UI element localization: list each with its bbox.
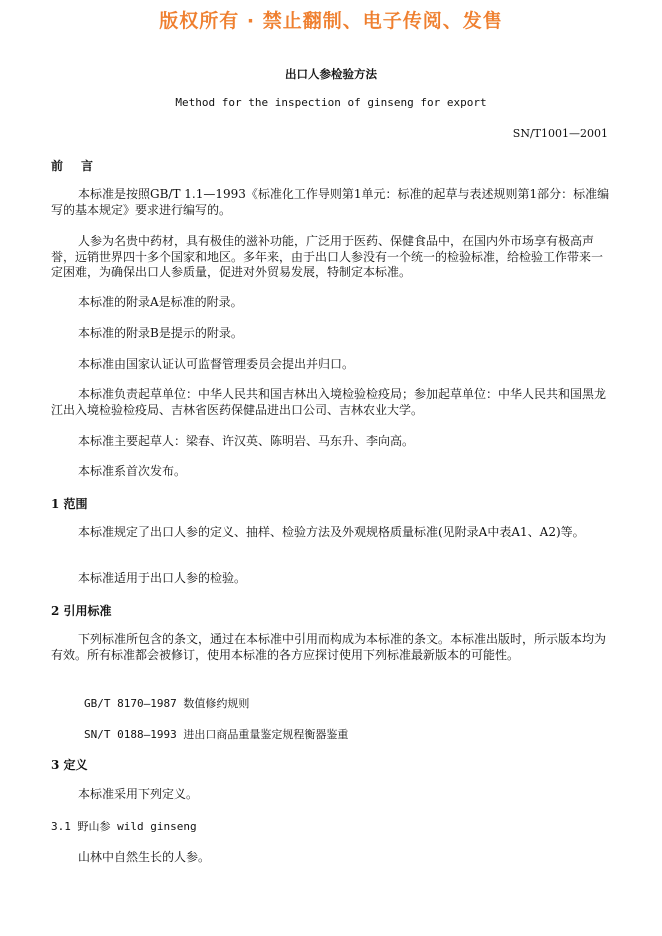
section-heading-definitions: 3 定义 — [51, 758, 88, 772]
preface-paragraph: 本标准系首次发布。 — [78, 464, 187, 478]
definition-text: 山林中自然生长的人参。 — [78, 850, 211, 864]
section-heading-scope: 1 范围 — [51, 497, 88, 511]
document-title: 出口人参检验方法 — [285, 67, 377, 81]
preface-paragraph: 本标准由国家认证认可监督管理委员会提出并归口。 — [78, 357, 355, 371]
definition-heading: 3.1 野山参 wild ginseng — [51, 820, 197, 833]
reference-item: SN/T 0188—1993 进出口商品重量鉴定规程衡器鉴重 — [84, 728, 349, 741]
reference-item: GB/T 8170—1987 数值修约规则 — [84, 697, 250, 710]
document-title-english: Method for the inspection of ginseng for export — [175, 96, 487, 109]
preface-paragraph: 本标准的附录B是提示的附录。 — [78, 326, 243, 340]
preface-paragraph: 本标准的附录A是标准的附录。 — [78, 295, 243, 309]
preface-heading: 前言 — [51, 159, 112, 173]
preface-paragraph: 人参为名贵中药材，具有极佳的滋补功能，广泛用于医药、保健食品中，在国内外市场享有极高声誉，远销世界四十多个国家和地区。多年来，由于出口人参没有一个统一的检验标准，给检验工作带来一定困难，为确保出口人参质量，促进对外贸易发展，特制定本标准。 — [51, 234, 604, 279]
preface-paragraph: 本标准主要起草人：梁春、许汉英、陈明岩、马东升、李向高。 — [78, 434, 415, 448]
preface-paragraph: 本标准是按照GB/T 1.1—1993《标准化工作导则第1单元：标准的起草与表述规则第1部分：标准编写的基本规定》要求进行编写的。 — [51, 187, 610, 217]
definitions-paragraph: 本标准采用下列定义。 — [78, 787, 199, 801]
references-paragraph: 下列标准所包含的条文，通过在本标准中引用而构成为本标准的条文。本标准出版时，所示版本均为有效。所有标准都会被修订，使用本标准的各方应探讨使用下列标准最新版本的可能性。 — [51, 632, 607, 662]
preface-paragraph: 本标准负责起草单位：中华人民共和国吉林出入境检验检疫局；参加起草单位：中华人民共和国黑龙江出入境检验检疫局、吉林省医药保健品进出口公司、吉林农业大学。 — [51, 387, 607, 417]
copyright-banner: 版权所有 · 禁止翻制、电子传阅、发售 — [159, 10, 503, 32]
scope-paragraph: 本标准规定了出口人参的定义、抽样、检验方法及外观规格质量标准(见附录A中表A1、A2)等。 — [78, 525, 585, 539]
standard-number: SN/T1001—2001 — [512, 127, 608, 140]
scope-paragraph: 本标准适用于出口人参的检验。 — [78, 571, 247, 585]
section-heading-references: 2 引用标准 — [51, 604, 112, 618]
